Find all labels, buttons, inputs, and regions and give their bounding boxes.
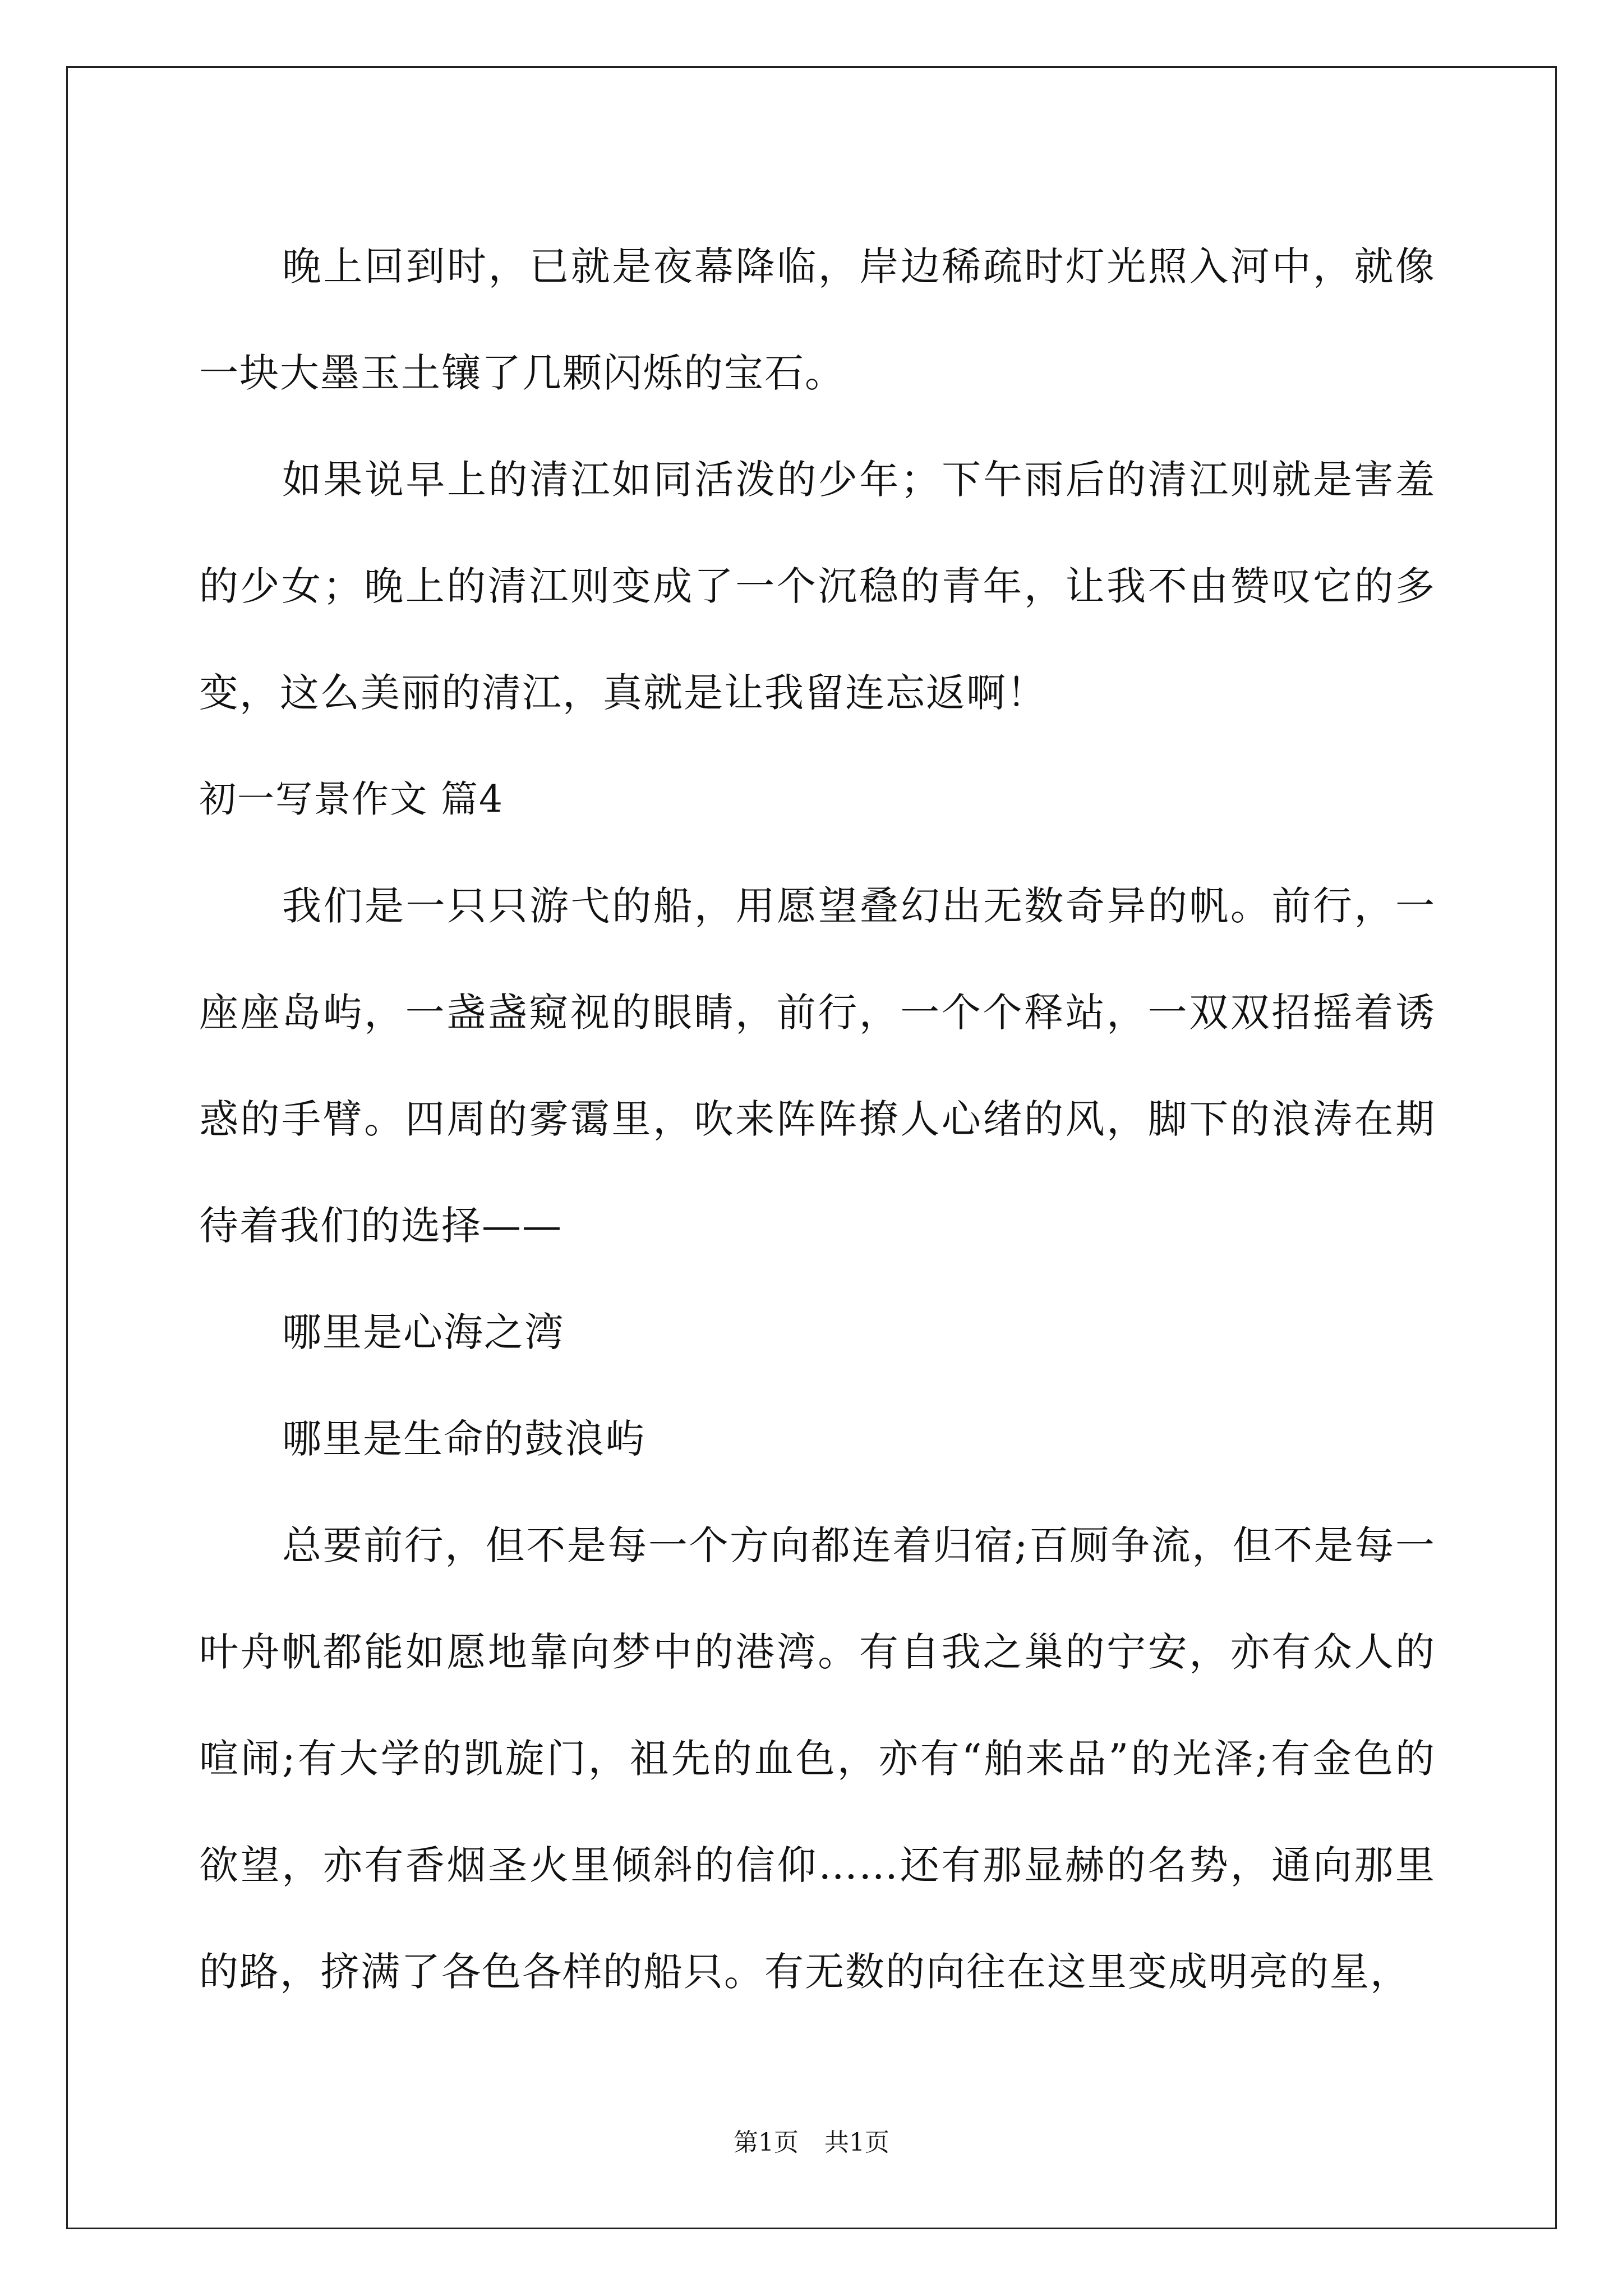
- paragraph-boats: 我们是一只只游弋的船，用愿望叠幻出无数奇异的帆。前行，一座座岛屿，一盏盏窥视的眼睛，前行，一个个释站，一双双招摇着诱惑的手臂。四周的雾霭里，吹来阵阵撩人心绪的风，脚下的浪涛在期待着我们的选择——: [199, 883, 1436, 1249]
- page-footer: [0, 2126, 1623, 2160]
- document-body: [199, 213, 1436, 2025]
- page-total: 共1页: [824, 2128, 889, 2157]
- paragraph-evening: 晚上回到时，已就是夜幕降临，岸边稀疏时灯光照入河中，就像一块大墨玉土镶了几颗闪烁的宝石。: [199, 243, 1436, 396]
- page-number: 第1页: [734, 2128, 799, 2157]
- paragraph-bay: 哪里是心海之湾: [282, 1309, 565, 1355]
- paragraph-gulangyu: 哪里是生命的鼓浪屿: [282, 1416, 645, 1462]
- paragraph-qingjiang-comparison: 如果说早上的清江如同活泼的少年；下午雨后的清江则就是害羞的少女；晚上的清江则变成了一个沉稳的青年，让我不由赞叹它的多变，这么美丽的清江，真就是让我留连忘返啊！: [199, 457, 1436, 716]
- section-heading: 初一写景作文 篇4: [199, 777, 504, 821]
- paragraph-forward: 总要前行，但不是每一个方向都连着归宿;百厕争流，但不是每一叶舟帆都能如愿地靠向梦中的港湾。有自我之巢的宁安，亦有众人的喧闹;有大学的凯旋门，祖先的血色，亦有“舶来品”的光泽;有金色的欲望，亦有香烟圣火里倾斜的信仰……还有那显赫的名势，通向那里的路，挤满了各色各样的船只。有无数的向往在这里变成明亮的星，: [199, 1522, 1436, 1995]
